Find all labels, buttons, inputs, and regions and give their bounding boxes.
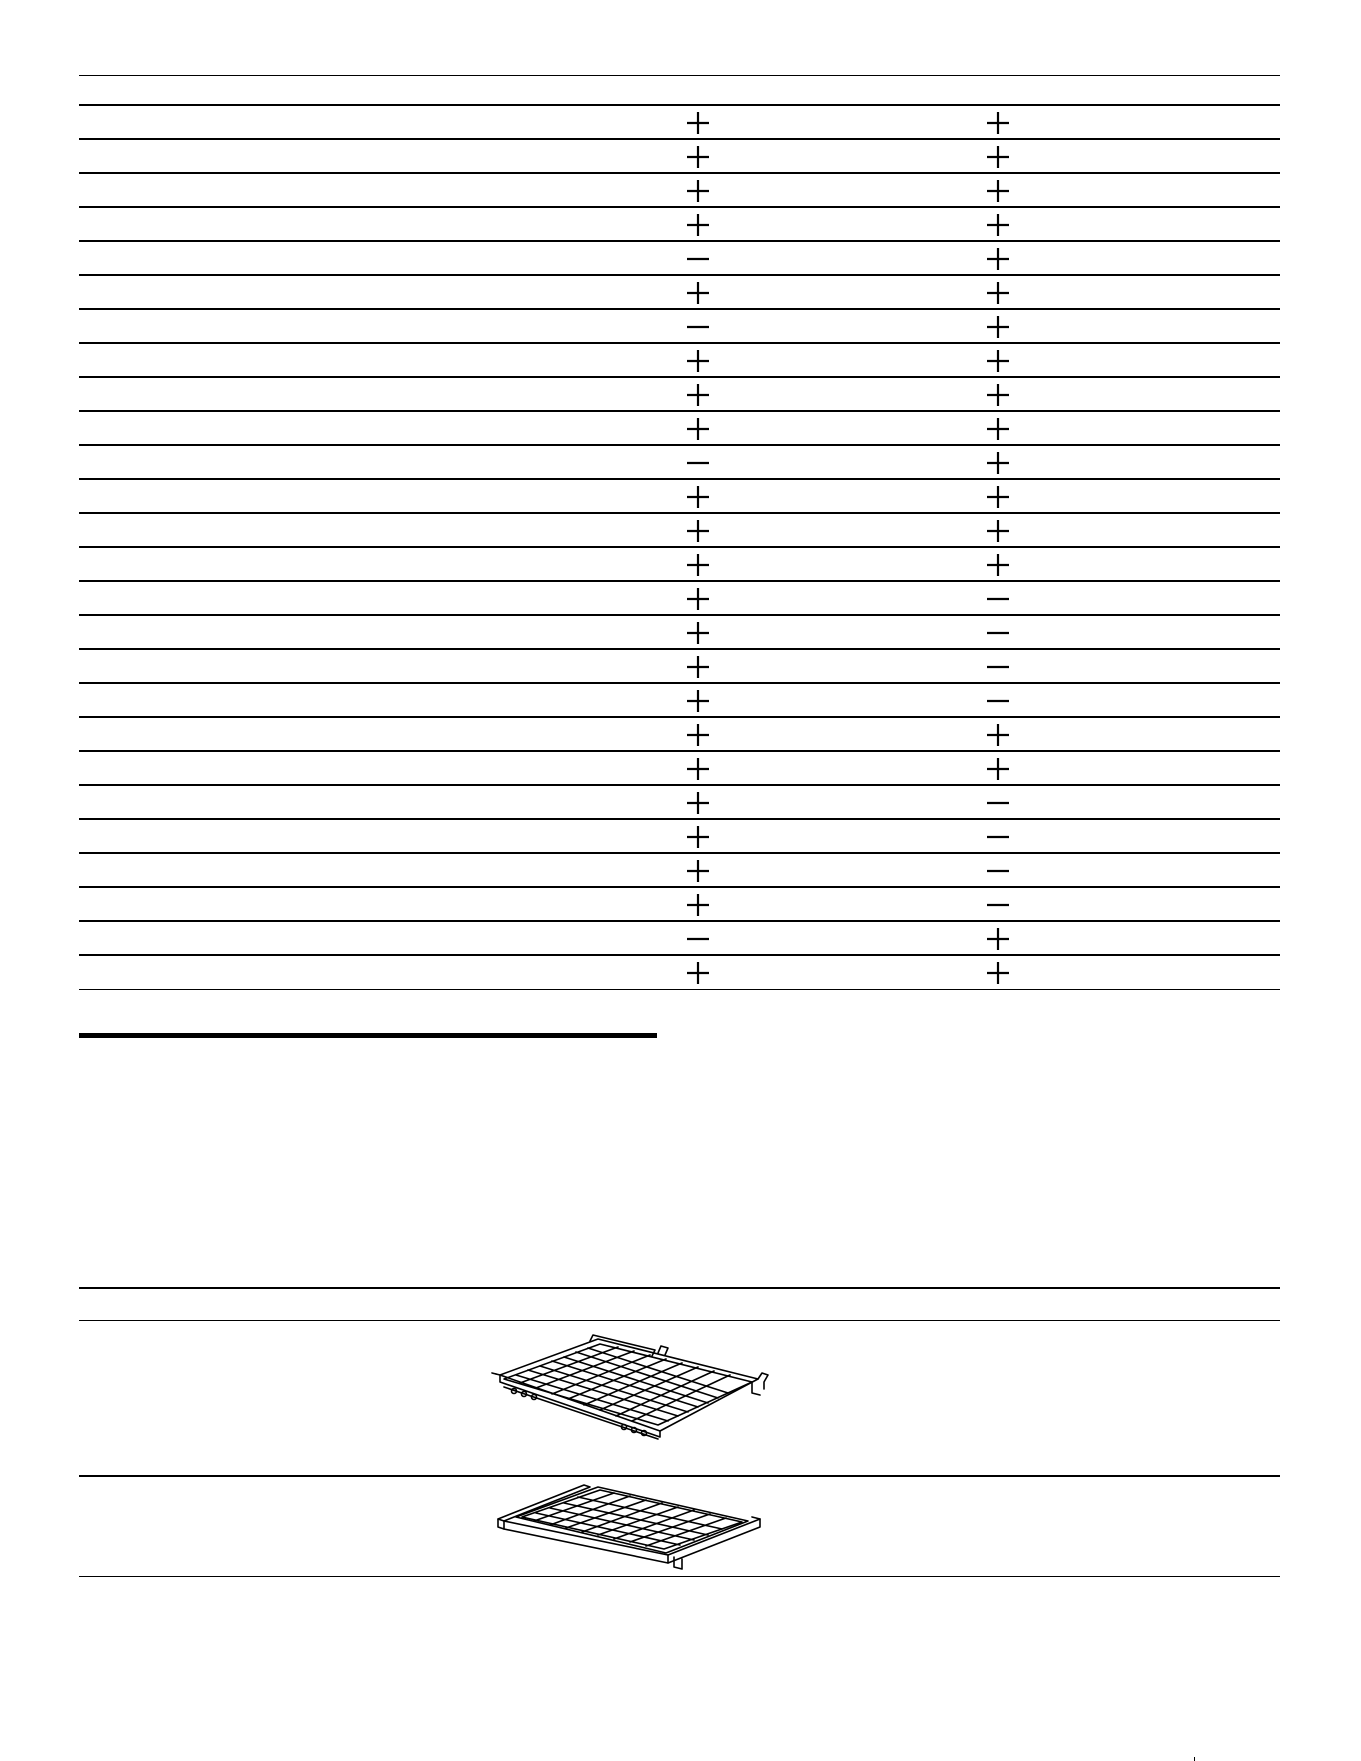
plus-icon: [685, 485, 711, 509]
table-row: [79, 854, 1280, 888]
minus-icon: [985, 825, 1011, 849]
table-row: [79, 412, 1280, 446]
table-row: [79, 344, 1280, 378]
table-row: [79, 684, 1280, 718]
table-row: [79, 480, 1280, 514]
table-row: [79, 446, 1280, 480]
table-row: [79, 718, 1280, 752]
plus-icon: [685, 519, 711, 543]
plus-icon: [985, 349, 1011, 373]
plus-icon: [985, 519, 1011, 543]
table-row: [79, 378, 1280, 412]
table-row: [79, 140, 1280, 174]
table-row: [79, 616, 1280, 650]
table-row: [79, 514, 1280, 548]
minus-icon: [985, 791, 1011, 815]
plus-icon: [685, 723, 711, 747]
table-row: [79, 548, 1280, 582]
table-row: [79, 174, 1280, 208]
table-row: [79, 786, 1280, 820]
minus-icon: [685, 247, 711, 271]
accessories-table: [79, 1289, 1280, 1577]
plus-icon: [985, 111, 1011, 135]
accessory-row: [79, 1477, 1280, 1577]
minus-icon: [985, 587, 1011, 611]
plus-icon: [685, 825, 711, 849]
plus-icon: [985, 961, 1011, 985]
accessory-row: [79, 1321, 1280, 1477]
telescopic-rack-icon: [490, 1481, 780, 1571]
plus-icon: [985, 485, 1011, 509]
table-row: [79, 956, 1280, 990]
plus-icon: [685, 621, 711, 645]
plus-icon: [685, 213, 711, 237]
table-row: [79, 208, 1280, 242]
table-row: [79, 820, 1280, 854]
table-header-top-rule: [79, 75, 1280, 76]
table-row: [79, 922, 1280, 956]
table-row: [79, 650, 1280, 684]
plus-icon: [685, 349, 711, 373]
plus-icon: [685, 281, 711, 305]
plus-icon: [985, 179, 1011, 203]
plus-icon: [685, 383, 711, 407]
plus-icon: [985, 383, 1011, 407]
page-edge-mark: [1194, 1757, 1195, 1761]
minus-icon: [685, 927, 711, 951]
plus-icon: [985, 927, 1011, 951]
plus-icon: [685, 961, 711, 985]
minus-icon: [985, 655, 1011, 679]
plus-icon: [985, 213, 1011, 237]
plus-icon: [985, 281, 1011, 305]
section-heading-rule: [79, 1033, 657, 1038]
wire-rack-icon: [490, 1333, 780, 1443]
plus-icon: [985, 315, 1011, 339]
plus-icon: [685, 111, 711, 135]
plus-icon: [985, 553, 1011, 577]
plus-icon: [685, 689, 711, 713]
table-row: [79, 752, 1280, 786]
compatibility-matrix: [79, 106, 1280, 990]
plus-icon: [985, 145, 1011, 169]
table-row: [79, 242, 1280, 276]
plus-icon: [685, 859, 711, 883]
table-row: [79, 276, 1280, 310]
table-row: [79, 888, 1280, 922]
table-row: [79, 582, 1280, 616]
minus-icon: [985, 859, 1011, 883]
plus-icon: [685, 145, 711, 169]
plus-icon: [685, 417, 711, 441]
minus-icon: [685, 451, 711, 475]
plus-icon: [685, 587, 711, 611]
minus-icon: [685, 315, 711, 339]
plus-icon: [685, 757, 711, 781]
table-row: [79, 310, 1280, 344]
minus-icon: [985, 689, 1011, 713]
plus-icon: [685, 553, 711, 577]
plus-icon: [985, 417, 1011, 441]
table-row: [79, 106, 1280, 140]
plus-icon: [985, 451, 1011, 475]
plus-icon: [685, 791, 711, 815]
minus-icon: [985, 893, 1011, 917]
plus-icon: [985, 723, 1011, 747]
plus-icon: [985, 757, 1011, 781]
accessories-header-row: [79, 1289, 1280, 1321]
plus-icon: [685, 893, 711, 917]
minus-icon: [985, 621, 1011, 645]
plus-icon: [685, 655, 711, 679]
plus-icon: [685, 179, 711, 203]
plus-icon: [985, 247, 1011, 271]
